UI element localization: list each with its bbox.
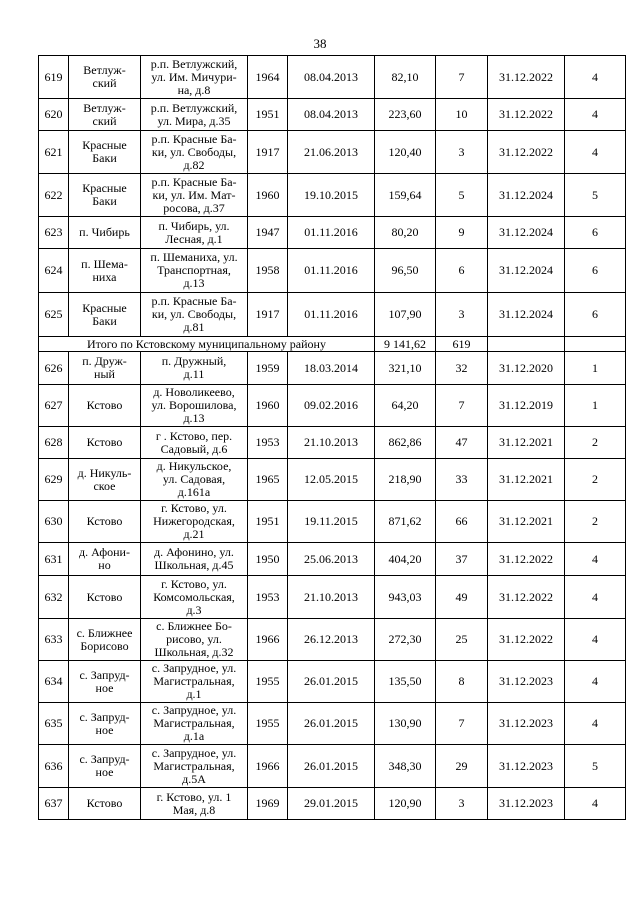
cell-group: 1 [565, 352, 626, 385]
cell-residents: 29 [436, 745, 488, 788]
cell-locality: Кстово [69, 427, 141, 459]
cell-group: 4 [565, 703, 626, 745]
cell-group: 5 [565, 174, 626, 217]
cell-no: 635 [39, 703, 69, 745]
cell-group: 4 [565, 543, 626, 576]
table-row [39, 131, 626, 174]
cell-address: п. Шеманиха, ул. Транспортная, д.13 [141, 249, 248, 293]
cell-deadline: 31.12.2023 [488, 745, 565, 788]
cell-area: 120,90 [375, 788, 436, 820]
table-row [39, 352, 626, 385]
cell-group: 6 [565, 217, 626, 249]
cell-area: 862,86 [375, 427, 436, 459]
cell-deadline: 31.12.2022 [488, 576, 565, 619]
cell-locality: Кстово [69, 385, 141, 427]
table-row [39, 249, 626, 293]
cell-group: 4 [565, 131, 626, 174]
cell-residents: 33 [436, 459, 488, 501]
cell-address: п. Чибирь, ул. Лесная, д.1 [141, 217, 248, 249]
cell-area: 272,30 [375, 619, 436, 661]
table-row [39, 501, 626, 543]
cell-group: 2 [565, 459, 626, 501]
cell-residents: 3 [436, 131, 488, 174]
cell-group: 6 [565, 293, 626, 337]
cell-group: 4 [565, 661, 626, 703]
table-row [39, 661, 626, 703]
cell-locality: Красные Баки [69, 293, 141, 337]
table-row [39, 385, 626, 427]
cell-group: 2 [565, 501, 626, 543]
cell-locality: Ветлуж- ский [69, 99, 141, 131]
table-row [39, 459, 626, 501]
cell-no: 633 [39, 619, 69, 661]
cell-area: 159,64 [375, 174, 436, 217]
cell-no: 629 [39, 459, 69, 501]
cell-address: с. Запрудное, ул. Магистральная, д.1 [141, 661, 248, 703]
cell-area: 871,62 [375, 501, 436, 543]
cell-no: 634 [39, 661, 69, 703]
cell-no: 621 [39, 131, 69, 174]
table-row [39, 293, 626, 337]
cell-locality: Кстово [69, 501, 141, 543]
cell-deadline: 31.12.2022 [488, 619, 565, 661]
cell-no: 623 [39, 217, 69, 249]
cell-date: 08.04.2013 [288, 56, 375, 99]
cell-residents: 32 [436, 352, 488, 385]
cell-residents: 3 [436, 293, 488, 337]
cell-residents: 25 [436, 619, 488, 661]
cell-date: 26.01.2015 [288, 661, 375, 703]
cell-area: 80,20 [375, 217, 436, 249]
cell-deadline: 31.12.2021 [488, 427, 565, 459]
cell-locality: Ветлуж- ский [69, 56, 141, 99]
cell-residents: 66 [436, 501, 488, 543]
page-number: 38 [313, 36, 327, 51]
cell-address: р.п. Красные Ба- ки, ул. Свободы, д.81 [141, 293, 248, 337]
cell-locality: п. Шема- ниха [69, 249, 141, 293]
cell-year: 1951 [248, 99, 288, 131]
cell-year: 1950 [248, 543, 288, 576]
cell-deadline: 31.12.2024 [488, 174, 565, 217]
cell-locality: Кстово [69, 788, 141, 820]
cell-date: 19.10.2015 [288, 174, 375, 217]
cell-area: 120,40 [375, 131, 436, 174]
cell-deadline: 31.12.2023 [488, 703, 565, 745]
cell-deadline: 31.12.2022 [488, 99, 565, 131]
cell-year: 1964 [248, 56, 288, 99]
cell-date: 18.03.2014 [288, 352, 375, 385]
cell-date: 01.11.2016 [288, 217, 375, 249]
cell-year: 1947 [248, 217, 288, 249]
cell-residents: 3 [436, 788, 488, 820]
table-row [39, 703, 626, 745]
cell-date: 12.05.2015 [288, 459, 375, 501]
cell-address: г. Кстово, ул. Комсомольская, д.3 [141, 576, 248, 619]
cell-area: 223,60 [375, 99, 436, 131]
cell-locality: с. Запруд- ное [69, 703, 141, 745]
cell-deadline: 31.12.2022 [488, 56, 565, 99]
cell-address: д. Новоликеево, ул. Ворошилова, д.13 [141, 385, 248, 427]
cell-area: 943,03 [375, 576, 436, 619]
table-body-section-1 [39, 56, 626, 337]
cell-deadline: 31.12.2020 [488, 352, 565, 385]
cell-date: 08.04.2013 [288, 99, 375, 131]
cell-locality: д. Афони- но [69, 543, 141, 576]
total-empty-deadline [488, 337, 565, 352]
cell-date: 21.10.2013 [288, 576, 375, 619]
total-area: 9 141,62 [375, 337, 436, 352]
cell-group: 5 [565, 745, 626, 788]
cell-group: 4 [565, 99, 626, 131]
cell-area: 218,90 [375, 459, 436, 501]
cell-year: 1960 [248, 385, 288, 427]
cell-residents: 7 [436, 56, 488, 99]
table-row [39, 619, 626, 661]
cell-year: 1953 [248, 427, 288, 459]
cell-date: 26.12.2013 [288, 619, 375, 661]
cell-address: г. Кстово, ул. 1 Мая, д.8 [141, 788, 248, 820]
cell-year: 1966 [248, 745, 288, 788]
cell-deadline: 31.12.2024 [488, 293, 565, 337]
cell-locality: Красные Баки [69, 174, 141, 217]
total-label: Итого по Кстовскому муниципальному району [39, 337, 375, 352]
cell-group: 4 [565, 576, 626, 619]
cell-no: 622 [39, 174, 69, 217]
cell-year: 1965 [248, 459, 288, 501]
cell-no: 637 [39, 788, 69, 820]
cell-year: 1966 [248, 619, 288, 661]
cell-address: р.п. Красные Ба- ки, ул. Свободы, д.82 [141, 131, 248, 174]
cell-locality: с. Ближнее Борисово [69, 619, 141, 661]
cell-deadline: 31.12.2019 [488, 385, 565, 427]
cell-residents: 6 [436, 249, 488, 293]
table-row [39, 745, 626, 788]
cell-no: 630 [39, 501, 69, 543]
cell-no: 628 [39, 427, 69, 459]
cell-date: 09.02.2016 [288, 385, 375, 427]
cell-locality: Кстово [69, 576, 141, 619]
cell-residents: 47 [436, 427, 488, 459]
cell-no: 631 [39, 543, 69, 576]
cell-year: 1960 [248, 174, 288, 217]
cell-date: 21.06.2013 [288, 131, 375, 174]
cell-deadline: 31.12.2023 [488, 661, 565, 703]
cell-area: 96,50 [375, 249, 436, 293]
cell-group: 2 [565, 427, 626, 459]
cell-group: 4 [565, 56, 626, 99]
cell-area: 107,90 [375, 293, 436, 337]
cell-date: 26.01.2015 [288, 703, 375, 745]
cell-no: 632 [39, 576, 69, 619]
cell-no: 619 [39, 56, 69, 99]
cell-group: 1 [565, 385, 626, 427]
cell-year: 1955 [248, 661, 288, 703]
cell-no: 625 [39, 293, 69, 337]
cell-year: 1953 [248, 576, 288, 619]
table-row [39, 788, 626, 820]
cell-group: 6 [565, 249, 626, 293]
cell-no: 636 [39, 745, 69, 788]
cell-no: 627 [39, 385, 69, 427]
cell-address: г. Кстово, ул. Нижегородская, д.21 [141, 501, 248, 543]
total-residents: 619 [436, 337, 488, 352]
cell-deadline: 31.12.2022 [488, 131, 565, 174]
cell-year: 1917 [248, 293, 288, 337]
table-total-section [39, 337, 626, 352]
table-body-section-2 [39, 352, 626, 820]
cell-address: р.п. Ветлужский, ул. Мира, д.35 [141, 99, 248, 131]
cell-residents: 7 [436, 703, 488, 745]
cell-address: д. Никульское, ул. Садовая, д.161а [141, 459, 248, 501]
cell-deadline: 31.12.2024 [488, 217, 565, 249]
housing-registry-table [38, 55, 626, 820]
table-row [39, 576, 626, 619]
cell-address: р.п. Ветлужский, ул. Им. Мичури- на, д.8 [141, 56, 248, 99]
cell-deadline: 31.12.2022 [488, 543, 565, 576]
cell-group: 4 [565, 788, 626, 820]
table-row [39, 543, 626, 576]
table-row [39, 427, 626, 459]
cell-area: 135,50 [375, 661, 436, 703]
cell-date: 01.11.2016 [288, 249, 375, 293]
cell-locality: д. Никуль- ское [69, 459, 141, 501]
cell-year: 1969 [248, 788, 288, 820]
table-row [39, 174, 626, 217]
cell-area: 348,30 [375, 745, 436, 788]
cell-address: с. Запрудное, ул. Магистральная, д.1а [141, 703, 248, 745]
cell-area: 404,20 [375, 543, 436, 576]
cell-date: 29.01.2015 [288, 788, 375, 820]
cell-residents: 7 [436, 385, 488, 427]
cell-locality: п. Друж- ный [69, 352, 141, 385]
cell-address: с. Ближнее Бо- рисово, ул. Школьная, д.32 [141, 619, 248, 661]
cell-residents: 37 [436, 543, 488, 576]
cell-locality: с. Запруд- ное [69, 745, 141, 788]
cell-date: 19.11.2015 [288, 501, 375, 543]
cell-date: 25.06.2013 [288, 543, 375, 576]
total-row [39, 337, 626, 352]
cell-address: п. Дружный, д.11 [141, 352, 248, 385]
cell-area: 82,10 [375, 56, 436, 99]
cell-deadline: 31.12.2021 [488, 501, 565, 543]
cell-residents: 8 [436, 661, 488, 703]
cell-year: 1951 [248, 501, 288, 543]
cell-locality: п. Чибирь [69, 217, 141, 249]
cell-year: 1955 [248, 703, 288, 745]
cell-deadline: 31.12.2024 [488, 249, 565, 293]
cell-no: 624 [39, 249, 69, 293]
cell-no: 620 [39, 99, 69, 131]
cell-residents: 9 [436, 217, 488, 249]
cell-address: р.п. Красные Ба- ки, ул. Им. Мат- росова, д.37 [141, 174, 248, 217]
total-empty-group [565, 337, 626, 352]
cell-address: г . Кстово, пер. Садовый, д.6 [141, 427, 248, 459]
cell-date: 21.10.2013 [288, 427, 375, 459]
cell-address: с. Запрудное, ул. Магистральная, д.5А [141, 745, 248, 788]
cell-residents: 10 [436, 99, 488, 131]
cell-deadline: 31.12.2023 [488, 788, 565, 820]
table-row [39, 217, 626, 249]
cell-year: 1959 [248, 352, 288, 385]
cell-no: 626 [39, 352, 69, 385]
cell-year: 1958 [248, 249, 288, 293]
cell-area: 130,90 [375, 703, 436, 745]
cell-residents: 5 [436, 174, 488, 217]
cell-date: 26.01.2015 [288, 745, 375, 788]
cell-group: 4 [565, 619, 626, 661]
cell-deadline: 31.12.2021 [488, 459, 565, 501]
cell-residents: 49 [436, 576, 488, 619]
cell-year: 1917 [248, 131, 288, 174]
cell-date: 01.11.2016 [288, 293, 375, 337]
cell-area: 321,10 [375, 352, 436, 385]
cell-locality: с. Запруд- ное [69, 661, 141, 703]
cell-area: 64,20 [375, 385, 436, 427]
table-row [39, 99, 626, 131]
cell-locality: Красные Баки [69, 131, 141, 174]
table-row [39, 56, 626, 99]
cell-address: д. Афонино, ул. Школьная, д.45 [141, 543, 248, 576]
